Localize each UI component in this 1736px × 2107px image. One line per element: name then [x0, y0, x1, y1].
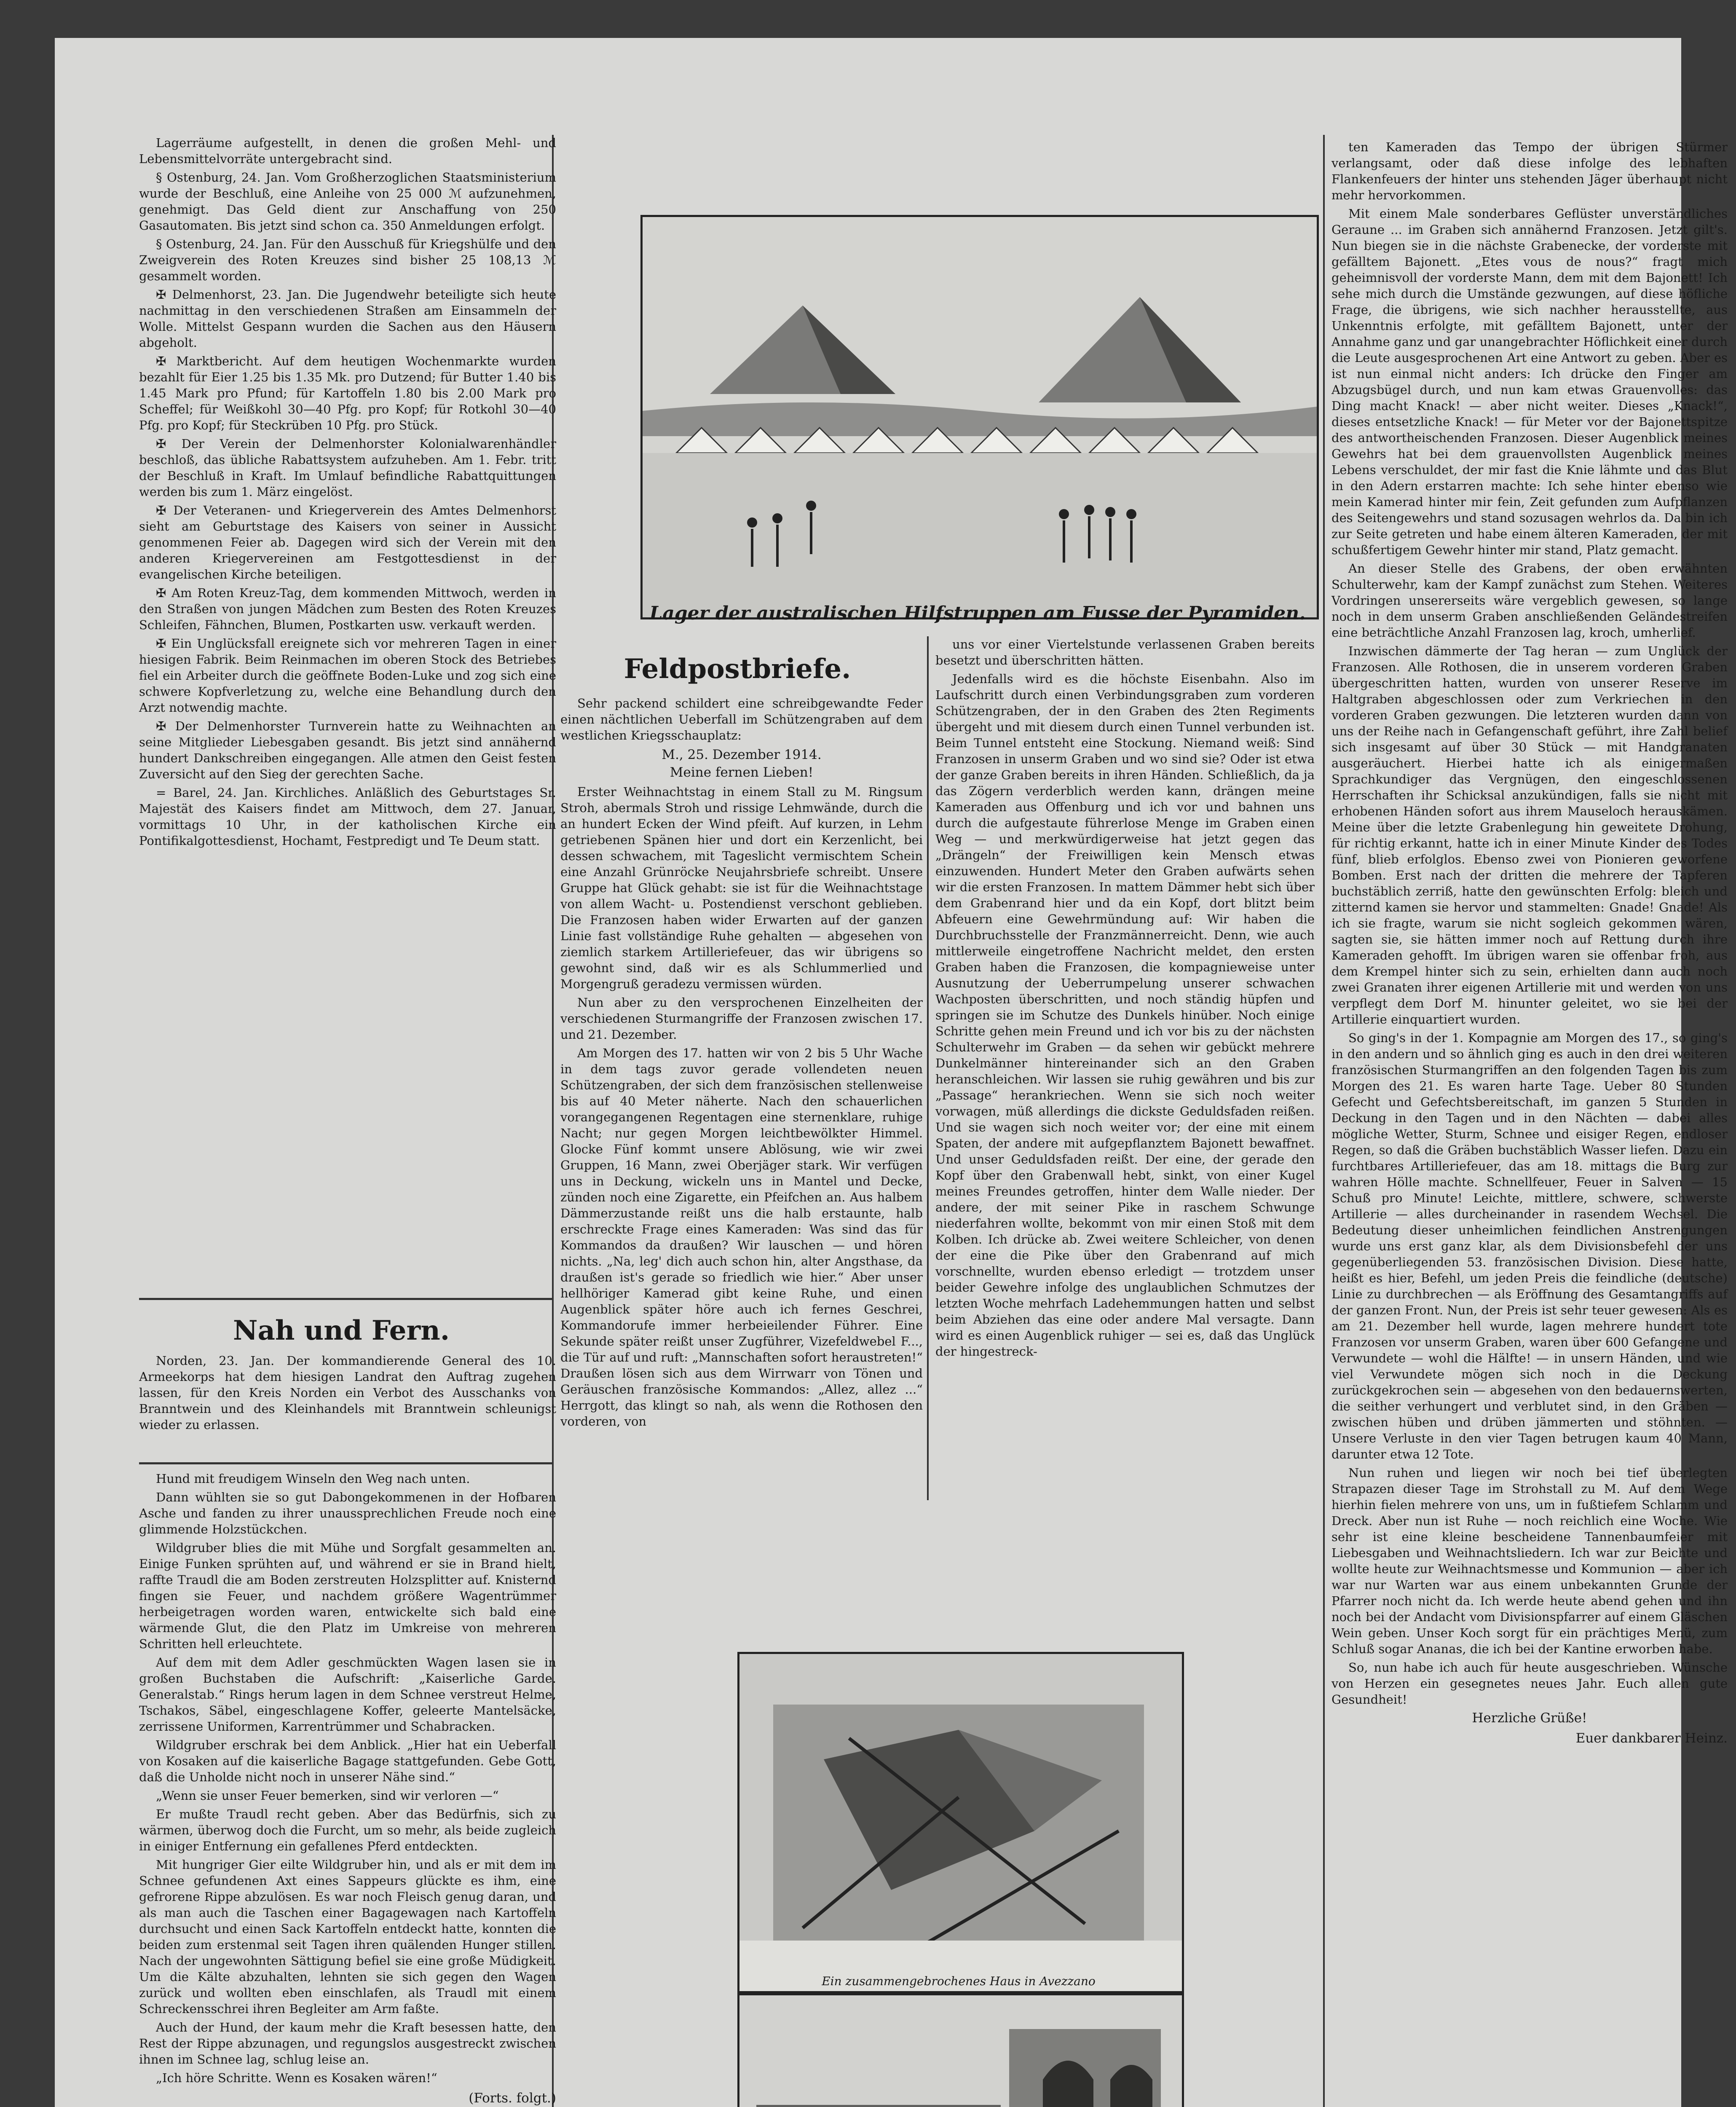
news-item: ✠ Delmenhorst, 23. Jan. Die Jugendwehr beteiligte sich heute nachmittag in den verschiedenen Straßen am Einsammeln der Wolle. Mittelst Gespann wurden die Sachen aus den Häusern abgeholt.	[139, 287, 556, 350]
letter-greeting: Meine fernen Lieben!	[670, 765, 814, 780]
ruined-street-drawing	[739, 1995, 1182, 2107]
news-item: § Ostenburg, 24. Jan. Für den Ausschuß für Kriegshülfe und den Zweigverein des Roten Kreuzes sind bisher 25 108,13 ℳ gesammelt worden.	[139, 237, 556, 283]
news-item: ✠ Marktbericht. Auf dem heutigen Wochenmarkte wurden bezahlt für Eier 1.25 bis 1.35 Mk. pro Dutzend; für Butter 1.40 bis 1.45 Mark pro Pfund; für Kartoffeln 1.80 bis 2.00 Mark pro Scheffel; für Weißkohl 30—40 Pfg. pro Kopf; für Rotkohl 30—40 Pfg. pro Kopf; für Steckrüben 10 Pfg. pro Stück.	[139, 354, 556, 432]
letter-paragraph: Nun ruhen und liegen wir noch bei tief überlegten Strapazen dieser Tage im Strohstall zu M. Auf dem Wege hierhin fielen mehrere von uns, um in fußtiefem Schlamm und Dreck. Aber nun ist Ruhe — noch reichlich eine Woche. Wie sehr ist eine kleine bescheidene Tannenbaumfeier mit Liebesgaben und Weihnachtsliedern. Ich war zur Beichte und wollte heute zur Weihnachtsmesse und Kommunion — aber ich war nur Warten war aus einem unbekannten Grunde der Pfarrer noch nicht da. Ich werde heute abend gehen und ihn noch bei der Andacht vom Divisionspfarrer auf einem Gläschen Wein geben. Unser Koch sorgt für ein prächtiges Menü, zum Schluß sogar Ananas, die ich bei der Kantine erworben habe.	[1331, 1466, 1728, 1656]
section-rule	[139, 1298, 552, 1300]
news-item: ✠ Der Verein der Delmenhorster Kolonialwarenhändler beschloß, das übliche Rabattsystem aufzuheben. Am 1. Febr. tritt der Beschluß in Kraft. Im Umlauf befindliche Rabattquittungen werden bis zum 1. März eingelöst.	[139, 437, 556, 499]
news-item: ✠ Ein Unglücksfall ereignete sich vor mehreren Tagen in einer hiesigen Fabrik. Beim Reinmachen im oberen Stock des Betriebes fiel ein Arbeiter durch die geöffnete Boden-Luke und zog sich eine schwere Kopfverletzung zu, welche eine Behandlung durch den Arzt notwendig machte.	[139, 636, 556, 715]
section-heading: Feldpostbriefe.	[624, 653, 851, 685]
letter-paragraph: uns vor einer Viertelstunde verlassenen Graben bereits besetzt und überschritten hätten.	[935, 637, 1315, 667]
section-heading: Nah und Fern.	[233, 1315, 450, 1346]
letter-signature: Euer dankbarer Heinz.	[1575, 1731, 1728, 1746]
story-paragraph: Dann wühlten sie so gut Dabongekommenen in der Hofbaren Asche und fanden zu ihrer unaussprechlichen Freude noch eine glimmende Holzstückchen.	[139, 1490, 556, 1536]
pyramids-camp-illustration	[640, 215, 1319, 619]
letter-paragraph: ten Kameraden das Tempo der übrigen Stürmer verlangsamt, oder daß diese infolge des lebhaften Flankenfeuers der hinter uns stehenden Jäger überhaupt nicht mehr hervorkommen.	[1331, 140, 1728, 202]
news-item: = Barel, 24. Jan. Kirchliches. Anläßlich des Geburtstages Sr. Majestät des Kaisers findet am Mittwoch, dem 27. Januar, vormittags 10 Uhr, in der katholischen Kirche ein Pontifikalgottesdienst, Hochamt, Festpredigt und Te Deum statt.	[139, 785, 556, 848]
story-paragraph: Auch der Hund, der kaum mehr die Kraft besessen hatte, den Rest der Rippe abzunagen, und regungslos ausgestreckt zwischen ihnen im Schnee lag, schlug leise an.	[139, 2020, 556, 2067]
figure-caption: Lager der australischen Hilfstruppen am Fusse der Pyramiden.	[649, 603, 1306, 624]
news-item: ✠ Am Roten Kreuz-Tag, dem kommenden Mittwoch, werden in den Straßen von jungen Mädchen zum Besten des Roten Kreuzes Schleifen, Fähnchen, Blumen, Postkarten usw. verkauft werden.	[139, 586, 556, 632]
column-rule	[927, 636, 929, 1500]
news-item: Lagerräume aufgestellt, in denen die großen Mehl- und Lebensmittelvorräte untergebracht sind.	[139, 136, 556, 166]
section-rule	[139, 1462, 552, 1464]
pyramids-drawing	[643, 217, 1317, 617]
story-paragraph: Mit hungriger Gier eilte Wildgruber hin, und als er mit dem im Schnee gefundenen Axt eines Sappeurs glückte es ihm, eine gefrorene Rippe abzulösen. Es war noch Fleisch genug daran, und als man auch die Taschen einer Bagagewagen nach Kartoffeln durchsucht und einen Sack Kartoffeln entdeckt hatte, konnten die beiden zum erstenmal seit Tagen ihren quälenden Hunger stillen. Nach der ungewohnten Sättigung befiel sie eine große Müdigkeit. Um die Kälte abzuhalten, lehnten sie sich gegen den Wagen zurück und wollten eben einschlafen, als Traudl mit einem Schreckensschrei ihren Begleiter am Arm faßte.	[139, 1858, 556, 2016]
figure-caption: Ein zusammengebrochenes Haus in Avezzano	[822, 1974, 1096, 1988]
story-paragraph: Wildgruber erschrak bei dem Anblick. „Hier hat ein Ueberfall von Kosaken auf die kaiserliche Bagage stattgefunden. Gebe Gott, daß die Unholde nicht noch in unserer Nähe sind.“	[139, 1738, 556, 1784]
letter-intro: Sehr packend schildert eine schreibgewandte Feder einen nächtlichen Ueberfall im Schützengraben auf dem westlichen Kriegsschauplatz:	[560, 696, 923, 743]
story-paragraph: Auf dem mit dem Adler geschmückten Wagen lasen sie in großen Buchstaben die Aufschrift: „Kaiserliche Garde. Generalstab.“ Rings herum lagen in dem Schnee verstreut Helme, Tschakos, Säbel, eingeschlagene Koffer, geleerte Mantelsäcke, zerrissene Uniformen, Karrentrümmer und Schabracken.	[139, 1655, 556, 1734]
continuation-note: (Forts. folgt.)	[469, 2091, 556, 2106]
news-item: § Ostenburg, 24. Jan. Vom Großherzoglichen Staatsministerium wurde der Beschluß, eine Anleihe von 25 000 ℳ aufzunehmen, genehmigt. Das Geld dient zur Anschaffung von 250 Gasautomaten. Bis jetzt sind schon ca. 350 Anmeldungen erfolgt.	[139, 170, 556, 233]
news-item: Norden, 23. Jan. Der kommandierende General des 10. Armeekorps hat dem hiesigen Landrat den Auftrag zugehen lassen, für den Kreis Norden ein Verbot des Ausschanks von Branntwein und des Kleinhandels mit Branntwein schleunigst wieder zu erlassen.	[139, 1354, 556, 1432]
newspaper-page	[55, 38, 1728, 2107]
collapsed-house-photo	[737, 1652, 1184, 1993]
collapsed-house-drawing	[739, 1654, 1182, 1991]
letter-paragraph: Am Morgen des 17. hatten wir von 2 bis 5 Uhr Wache in dem tags zuvor gerade vollendeten neuen Schützengraben, der sich dem französischen stellenweise bis auf 40 Meter näherte. Nach den schauerlichen vorangegangenen Regentagen eine sternenklare, ruhige Nacht; nur gegen Morgen leichtbewölkter Himmel. Glocke Fünf kommt unsere Ablösung, wie wir zwei Gruppen, 16 Mann, zwei Oberjäger stark. Wir verfügen uns in Deckung, wickeln uns in Mantel und Decke, zünden noch eine Zigarette, ein Pfeifchen an. Aus halbem Dämmerzustande reißt uns die halb erstaunte, halb erschreckte Frage eines Kameraden: Was sind das für Kommandos da draußen? Wir lauschen — und hören nichts. „Na, leg' dich auch schon hin, alter Angsthase, da draußen ist's gerade so friedlich wie hier.“ Aber unser hellhöriger Kamerad gibt keine Ruhe, und einen Augenblick später höre auch ich fernes Geschrei, Kommandorufe immer herbeieilender Führer. Eine Sekunde später reißt unser Zugführer, Vizefeldwebel F..., die Tür auf und ruft: „Mannschaften sofort heraustreten!“ Draußen lösen sich aus dem Wirrwarr von Tönen und Geräuschen französische Kommandos: „Allez, allez ...“ Herrgott, das klingt so nah, als wenn die Rothosen den vorderen, von	[560, 1046, 923, 1429]
story-paragraph: Hund mit freudigem Winseln den Weg nach unten.	[156, 1472, 470, 1486]
letter-paragraph: An dieser Stelle des Grabens, der oben erwähnten Schulterwehr, kam der Kampf zunächst zum Stehen. Weiteres Vordringen unsererseits wäre vergeblich gewesen, so lange noch in dem unserm Graben anschließenden Geländestreifen eine beträchtliche Anzahl Franzosen lag, kroch, umherlief.	[1331, 561, 1728, 640]
serial-story-column	[139, 1471, 556, 2106]
feldpost-column-3	[1331, 139, 1728, 1746]
letter-paragraph: Mit einem Male sonderbares Geflüster unverständliches Geraune ... im Graben sich annähernd Franzosen. Jetzt gilt's. Nun biegen sie in die nächste Grabenecke, der vorderste mit gefälltem Bajonett. „Etes vous de nous?“ fragt mich geheimnisvoll der vorderste Mann, dem mit dem Bajonett! Ich sehe mich durch die Umstände gezwungen, auf diese höfliche Frage, die übrigens, wie sich nachher herausstellte, aus Unkenntnis erfolgte, mit gefälltem Bajonett, unter der Annahme ganz und gar unangebrachter Höflichkeit einer durch die Leute ausgesprochenen Art eine Antwort zu geben. Aber es ist nun einmal nicht anders: Ich drücke den Finger am Abzugsbügel durch, und nun kam etwas Grauenvolles: das Ding macht Knack! — aber nicht weiter. Dieses „Knack!“, dieses entsetzliche Knack! — für Meter vor der Bajonettspitze des antwortheischenden Franzosen. Dieser Augenblick meines Gewehrs hat bei dem grauenvollsten Augenblick meines Lebens verschuldet, der mir fast die Knie lähmte und das Blut in den Adern erstarren machte: Ich sehe hinter ebenso wie mein Kamerad hinter mir fein, Zeit gefunden zum Aufpflanzen des Seitengewehrs und stand sozusagen wehrlos da. Da bin ich zur Seite getreten und habe einem älteren Kameraden, der mit schußfertigem Gewehr hinter mir stand, Platz gemacht.	[1331, 206, 1728, 557]
story-paragraph: Wildgruber blies die mit Mühe und Sorgfalt gesammelten an. Einige Funken sprühten auf, und während er sie in Brand hielt, raffte Traudl die am Boden zerstreuten Holzsplitter auf. Knisternd fingen sie Feuer, und nachdem größere Wagentrümmer herbeigetragen worden waren, entwickelte sich bald eine wärmende Glut, die den Platz im Umkreise von mehreren Schritten hell erleuchtete.	[139, 1541, 556, 1651]
ruined-street-photo	[737, 1993, 1184, 2107]
nah-und-fern-text	[139, 1353, 556, 1435]
story-paragraph: Er mußte Traudl recht geben. Aber das Bedürfnis, sich zu wärmen, überwog doch die Furcht, um so mehr, als beide zugleich in einiger Entfernung ein gefallenes Pferd entdeckten.	[139, 1807, 556, 1853]
letter-paragraph: Jedenfalls wird es die höchste Eisenbahn. Also im Laufschritt durch einen Verbindungsgraben zum vorderen Schützengraben, der in den Graben des 2ten Regiments übergeht und mit diesem durch einen Tunnel verbunden ist. Beim Tunnel entsteht eine Stockung. Niemand weiß: Sind Franzosen in unserm Graben und wo sind sie? Oder ist etwa der ganze Graben bereits in ihren Händen. Schließlich, da ja das Zögern verderblich werden kann, drängen meine Kameraden aus Offenburg und ich vor und bahnen uns durch die aufgestaute führerlose Menge im Graben einen Weg — und merkwürdigerweise hat jetzt gegen das „Drängeln“ der Freiwilligen kein Mensch etwas einzuwenden. Hundert Meter den Graben aufwärts sehen wir die ersten Franzosen. In mattem Dämmer hebt sich über dem Grabenrand hier und da ein Kopf, dort blitzt beim Abfeuern eine Gewehrmündung auf: Wir haben die Durchbruchsstelle der Franzmännerreicht. Denn, wie auch mittlerweile eingetroffene Nachricht meldet, den ersten Graben haben die Franzosen, die kompagnieweise unter Ausnutzung der Ueberrumpelung unserer schwachen Wachposten überschritten, und noch ständig hüpfen und springen sie im Schutze des Dunkels hinüber. Noch einige Schritte gehen mein Freund und ich vor bis zu der nächsten Schulterwehr im Graben — da sehen wir gebückt mehrere Dunkelmänner hintereinander sich an den Graben heranschleichen. Wir lassen sie ruhig gewähren und bis zur „Passage“ herankriechen. Wenn sie sich noch weiter vorwagen, müß allerdings die dickste Geduldsfaden reißen. Und sie wagen sich noch weiter vor; der eine mit einem Spaten, der andere mit aufgepflanztem Bajonett bewaffnet. Und unser Geduldsfaden reißt. Der eine, der gerade den Kopf über den Grabenwall hebt, sinkt, von einer Kugel meines Freundes getroffen, hinter dem Walle nieder. Der andere, der mit seiner Pike in raschem Schwunge niederfahren wollte, bekommt von mir einen Stoß mit dem Kolben. Ich drücke ab. Zwei weitere Schleicher, von denen der eine die Pike über den Grabenrand auf mich vorschnellte, wurden ebenso erledigt — trotzdem unser beider Gewehre infolge des unglaublichen Schmutzes der letzten Woche mehrfach Ladehemmungen hatten und selbst beim Abziehen das eine oder andere Mal versagte. Dann wird es einen Augenblick ruhiger — sei es, daß das Unglück der hingestreck-	[935, 672, 1315, 1359]
letter-paragraph: Inzwischen dämmerte der Tag heran — zum Unglück der Franzosen. Alle Rothosen, die in unserem vorderen Graben übergeschritten hatten, wurden von unserer Reserve im Haltgraben abgeschlossen oder zum Verkriechen in den vorderen Graben gezwungen. Die letzteren wurden dann von uns der Reihe nach in Gefangenschaft geführt, ihre Zahl belief sich insgesamt auf über 30 Stück — mit Handgranaten ausgeräuchert. Hierbei hatte ich als einigermaßen Sprachkundiger das Vergnügen, den eingeschlossenen Herrschaften ihr Schicksal anzukündigen, falls sie nicht mit erhobenen Händen sofort aus ihrem Mauseloch herauskämen. Meine über die letzte Grabenlegung hin geweitete Drohung, für richtig erkannt, hatte ich in einer Minute Kinder des Todes fünf, blieb erfolglos. Ebenso zwei von Pionieren geworfene Bomben. Erst nach der dritten die mehrere der Tapferen buchstäblich zerriß, hatte den gewünschten Erfolg: bleich und zitternd kamen sie hervor und stammelten: Gnade! Gnade! Als ich sie fragte, warum sie nicht sogleich gekommen wären, sagten sie, sie hätten immer noch auf Rettung durch ihre Kameraden gehofft. Im übrigen waren sie offenbar froh, aus dem Krempel hinter sich zu sein, erhielten dann auch noch zwei Granaten ihrer eigenen Artillerie mit und werden von uns verpflegt dem Dorf M. hinunter geleitet, wo sie bei der Artillerie einquartiert wurden.	[1331, 644, 1728, 1027]
letter-closing: Herzliche Grüße!	[1472, 1710, 1587, 1726]
local-news-column	[139, 135, 556, 851]
letter-paragraph: So, nun habe ich auch für heute ausgeschrieben. Wünsche von Herzen ein gesegnetes neues Jahr. Euch allen gute Gesundheit!	[1331, 1660, 1728, 1707]
news-item: ✠ Der Veteranen- und Kriegerverein des Amtes Delmenhorst sieht am Geburtstage des Kaisers von seiner in Aussicht genommenen Feier ab. Dagegen wird sich der Verein mit den anderen Kriegervereinen am Festgottesdienst in der evangelischen Kirche beteiligen.	[139, 503, 556, 582]
feldpost-column-2	[935, 636, 1315, 1362]
letter-paragraph: Nun aber zu den versprochenen Einzelheiten der verschiedenen Sturmangriffe der Franzosen zwischen 17. und 21. Dezember.	[560, 995, 923, 1042]
news-item: ✠ Der Delmenhorster Turnverein hatte zu Weihnachten an seine Mitglieder Liebesgaben gesandt. Bis jetzt sind annähernd hundert Dankschreiben eingegangen. Alle atmen den Geist festen Zuversicht auf den Sieg der gerechten Sache.	[139, 719, 556, 781]
letter-paragraph: So ging's in der 1. Kompagnie am Morgen des 17., so ging's in den andern und so ähnlich ging es auch in den drei weiteren französischen Sturmangriffen an den folgenden Tagen bis zum Morgen des 21. Es waren harte Tage. Ueber 80 Stunden Gefecht und Gefechtsbereitschaft, im ganzen 5 Stunden in Deckung in den Tagen und in den Nächten — dabei alles mögliche Wetter, Sturm, Schnee und eisiger Regen, endloser Regen, so daß die Gräben buchstäblich Wasser liefen. Dazu ein furchtbares Artilleriefeuer, das am 18. mittags die Burg zur wahren Hölle machte. Schnellfeuer, Feuer in Salven — 15 Schuß pro Minute! Leichte, mittlere, schwere, schwerste Artillerie — alles durcheinander in rasendem Wechsel. Die Bedeutung dieser unheimlichen feindlichen Anstrengungen wurde uns erst ganz klar, als dem Divisionsbefehl der uns gegenüberliegenden 53. französischen Division. Diese hatte, heißt es hier, Befehl, um jeden Preis die feindliche (deutsche) Linie zu durchbrechen — als Eröffnung des Gesamtangriffs auf der ganzen Front. Nun, der Preis ist sehr teuer gewesen: Als es am 21. Dezember hell wurde, lagen mehrere hundert tote Franzosen vor unserm Graben, waren über 600 Gefangene und Verwundete — wohl die Hälfte! — in unsern Händen, und wie viel Verwundete mögen sich noch in die Deckung zurückgekrochen sein — abgesehen von den bedauernswerten, die seither verhungert und verblutet sind, in den Gräben — zwischen hüben und drüben jämmerten und stöhnten. — Unsere Verluste in den vier Tagen betrugen kaum 40 Mann, darunter etwa 12 Tote.	[1331, 1031, 1728, 1461]
column-rule	[1323, 135, 1325, 2107]
letter-date: M., 25. Dezember 1914.	[662, 747, 822, 762]
story-paragraph: „Ich höre Schritte. Wenn es Kosaken wären!“	[156, 2071, 437, 2085]
letter-paragraph: Erster Weihnachtstag in einem Stall zu M. Ringsum Stroh, abermals Stroh und rissige Lehmwände, durch die an hundert Ecken der Wind pfeift. Auf kurzen, in Lehm getriebenen Spänen hier und dort ein Kerzenlicht, bei dessen schwachem, mit Tageslicht vermischtem Schein eine Anzahl Grünröcke Neujahrsbriefe schreibt. Unsere Gruppe hat Glück gehabt: sie ist für die Weihnachtstage von allem Wacht- u. Postendienst verschont geblieben. Die Franzosen haben wider Erwarten auf der ganzen Linie fast vollständige Ruhe gehalten — abgesehen von ziemlich starkem Artilleriefeuer, das wir übrigens so gewohnt sind, daß wir es als Schlummerlied und Morgengruß geradezu vermissen würden.	[560, 785, 923, 991]
story-paragraph: „Wenn sie unser Feuer bemerken, sind wir verloren —“	[156, 1788, 499, 1803]
feldpost-column-1	[560, 695, 923, 1432]
